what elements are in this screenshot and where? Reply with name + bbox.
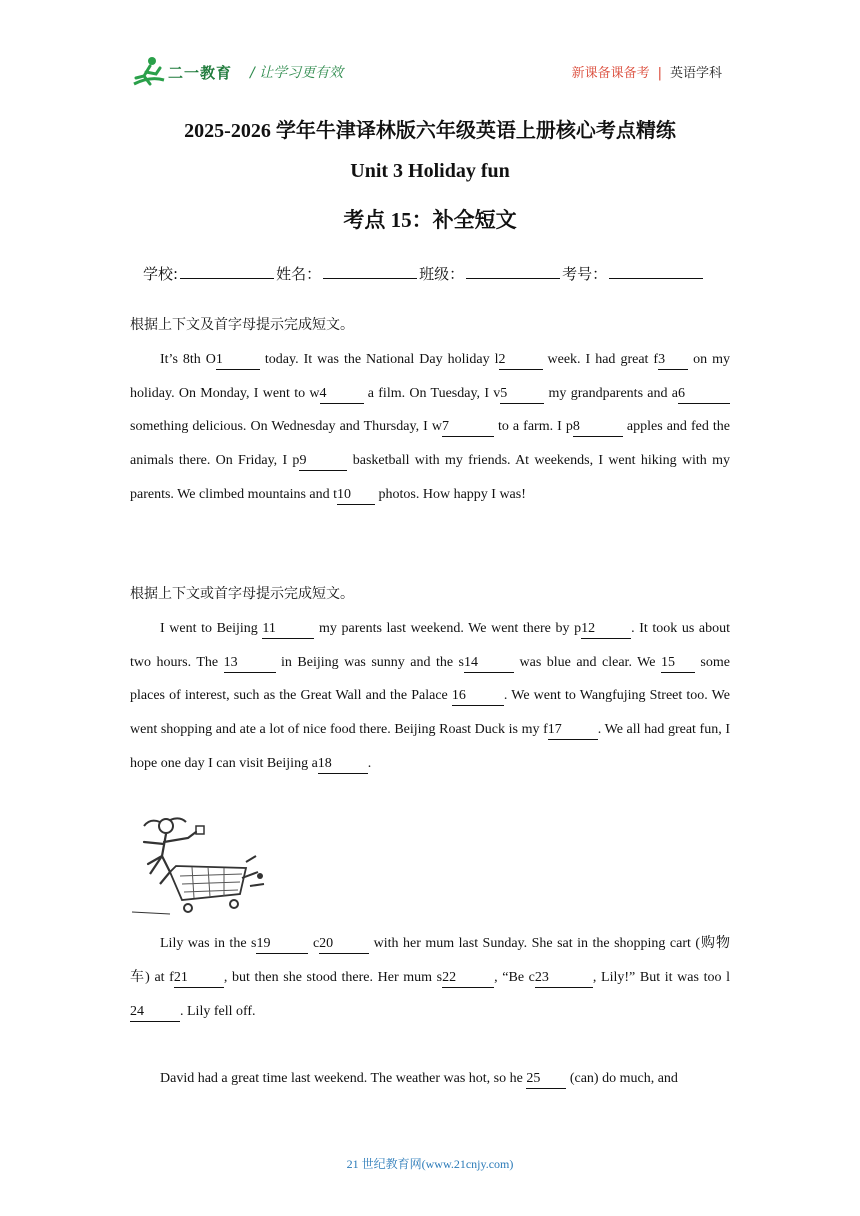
blank-10[interactable]: 10 — [337, 486, 375, 505]
section-2-instruction: 根据上下文或首字母提示完成短文。 — [130, 587, 354, 602]
passage-text: with her mum last Sunday. She sat in the shopping cart (购物车) at f — [130, 936, 730, 985]
blank-9[interactable]: 9 — [299, 452, 347, 471]
class-blank[interactable] — [466, 264, 560, 279]
header-subject: 英语学科 — [669, 66, 722, 81]
girl-shopping-cart-illustration — [130, 812, 270, 920]
topic-title: 考点 15：补全短文 — [343, 208, 517, 232]
passage-text: my grandparents and a — [544, 385, 678, 401]
name-blank[interactable] — [323, 264, 417, 279]
passage-text: . — [367, 755, 372, 771]
section-3 — [130, 927, 730, 1028]
header-tag-prep: 新课备课备考 — [571, 66, 650, 81]
passage-text: in Beijing was sunny and the s — [275, 654, 465, 670]
section-2-passage — [130, 612, 730, 781]
passage-text: David had a great time last weekend. The weather was hot, so he — [160, 1071, 527, 1086]
section-1-passage — [130, 343, 730, 512]
blank-18[interactable]: 18 — [318, 755, 368, 774]
blank-8[interactable]: 8 — [573, 418, 623, 437]
section-4-passage — [130, 1062, 730, 1096]
blank-17[interactable]: 17 — [548, 721, 598, 740]
passage-text: . We all had great fun, I hope one day I can visit Beijing a — [130, 722, 730, 771]
section-4 — [130, 1062, 730, 1096]
blank-16[interactable]: 16 — [452, 687, 504, 706]
header-right — [572, 62, 722, 81]
section-2 — [130, 578, 730, 781]
class-label: 班级： — [419, 265, 465, 283]
blank-7[interactable]: 7 — [442, 418, 494, 437]
blank-21[interactable]: 21 — [174, 969, 224, 988]
blank-6[interactable]: 6 — [678, 385, 730, 404]
header-separator: | — [657, 66, 662, 81]
school-label: 学校: — [143, 265, 179, 283]
passage-text: my parents last weekend. We went there by p — [314, 620, 582, 636]
passage-text: Lily was in the s — [160, 936, 257, 951]
blank-12[interactable]: 12 — [581, 620, 631, 639]
blank-25[interactable]: 25 — [526, 1070, 566, 1089]
passage-text: . We went to Wangfujing Street too. We went shopping and ate a lot of nice food there. Beijing Roast Duck is my f — [130, 688, 730, 738]
passage-text: I went to Beijing — [160, 620, 263, 636]
blank-22[interactable]: 22 — [442, 969, 494, 988]
name-label: 姓名： — [276, 265, 322, 283]
blank-3[interactable]: 3 — [658, 351, 688, 370]
blank-14[interactable]: 14 — [464, 654, 514, 673]
blank-13[interactable]: 13 — [224, 654, 276, 673]
blank-20[interactable]: 20 — [319, 935, 369, 954]
page-footer: 21 世纪教育网(www.21cnjy.com) — [346, 1157, 514, 1171]
passage-text: on my holiday. On Monday, I went to w — [130, 351, 730, 401]
passage-text: (can) do much, and — [566, 1071, 678, 1086]
passage-text: to a farm. I p — [493, 419, 573, 435]
slogan: / 让学习更有效 — [250, 65, 344, 81]
passage-text: photos. How happy I was! — [375, 486, 526, 502]
doc-title: 2025-2026 学年牛津译林版六年级英语上册核心考点精练 — [184, 120, 676, 142]
blank-1[interactable]: 1 — [216, 351, 260, 370]
blank-4[interactable]: 4 — [320, 385, 364, 404]
passage-text: apples and fed the animals there. On Friday, I p — [130, 419, 730, 469]
school-blank[interactable] — [180, 264, 274, 279]
blank-11[interactable]: 11 — [262, 620, 314, 639]
passage-text: , but then she stood there. Her mum s — [223, 969, 443, 985]
logo-text: 二一教育 — [168, 64, 233, 82]
passage-text: c — [308, 936, 320, 951]
section-3-passage — [130, 927, 730, 1028]
blank-23[interactable]: 23 — [535, 969, 593, 988]
passage-text: week. I had great f — [542, 351, 659, 367]
student-info — [143, 263, 705, 284]
passage-text: It’s 8th O — [160, 351, 216, 367]
blank-19[interactable]: 19 — [256, 935, 308, 954]
passage-text: , “Be c — [494, 969, 535, 985]
passage-text: a film. On Tuesday, I v — [363, 385, 501, 401]
passage-text: . It took us about two hours. The — [130, 620, 730, 670]
passage-text: , Lily!” But it was too l — [592, 969, 731, 985]
passage-text: today. It was the National Day holiday l — [259, 351, 499, 367]
number-blank[interactable] — [609, 264, 703, 279]
section-1 — [130, 309, 730, 512]
passage-text: was blue and clear. We — [514, 654, 661, 670]
section-1-instruction: 根据上下文及首字母提示完成短文。 — [130, 318, 354, 333]
page-header — [0, 0, 860, 96]
passage-text: some places of interest, such as the Great Wall and the Palace — [130, 654, 730, 704]
number-label: 考号： — [562, 265, 608, 283]
passage-text: something delicious. On Wednesday and Thursday, I w — [130, 419, 442, 435]
passage-text: . Lily fell off. — [180, 1003, 256, 1019]
passage-text: basketball with my friends. At weekends, I went hiking with my parents. We climbed mountains and t — [130, 453, 730, 502]
blank-24[interactable]: 24 — [130, 1003, 180, 1022]
blank-5[interactable]: 5 — [500, 385, 544, 404]
blank-15[interactable]: 15 — [661, 654, 695, 673]
unit-title: Unit 3 Holiday fun — [350, 160, 510, 182]
blank-2[interactable]: 2 — [499, 351, 543, 370]
